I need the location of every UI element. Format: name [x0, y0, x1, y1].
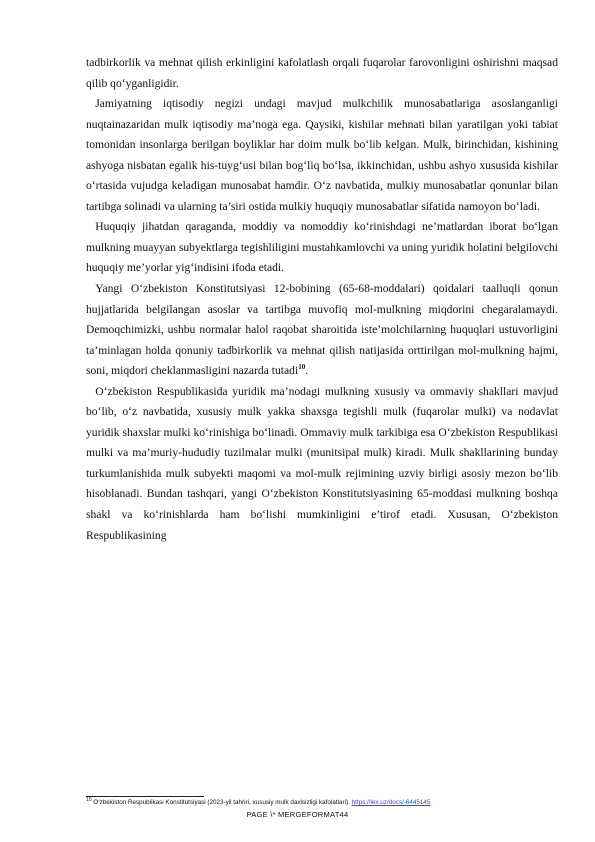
paragraph-4	[86, 279, 558, 382]
footnote-text: O‘zbekiston Respublikasi Konstitutsiyasi (2023-yil tahriri, xususiy mulk daxlsizligi kafolatlari).	[91, 799, 352, 806]
footnote-link[interactable]: https://lex.uz/docs/-6445145	[351, 799, 431, 806]
paragraph-1: tadbirkorlik va mehnat qilish erkinligini kafolatlash orqali fuqarolar farovonligini oshirishni maqsad qilib qo‘yganligidir.	[86, 56, 558, 90]
footnote-number: 10	[86, 796, 92, 803]
paragraph-4-text: Yangi O‘zbekiston Konstitutsiyasi 12-bobining (65-68-moddalari) qoidalari taalluqli qonun hujjatlarida belgilangan asoslar va tartibga muvofiq mol-mulkning miqdorini chegaralamaydi. Demoqchimizki, ushbu normalar halol raqobat sharoitida iste’molchilarning huquqlari ustuvorligini ta’minlagan holda qonuniy tadbirkorlik va mehnat qilish natijasida orttirilgan mol-mulkning hajmi, soni, miqdori cheklanmasligini nazarda tutadi	[86, 282, 558, 378]
paragraph-4-end: .	[305, 364, 309, 378]
page-number-field: PAGE \* MERGEFORMAT44	[246, 810, 349, 819]
footnote-separator	[86, 796, 204, 797]
footnote	[86, 798, 566, 807]
body-text	[86, 53, 558, 546]
footnote-reference[interactable]: 10	[298, 363, 306, 372]
paragraph-5: O‘zbekiston Respublikasida yuridik ma’nodagi mulkning xususiy va ommaviy shakllari mavjud bo‘lib, o‘z navbatida, xususiy mulk yakka shaxsga tegishli mulk (fuqarolar mulki) va nodavlat yuridik shaxslar mulki ko‘rinishiga bo‘linadi. Ommaviy mulk tarkibiga esa O‘zbekiston Respublikasi mulki va ma’muriy-hududiy tuzilmalar mulki (munitsipal mulk) kiradi. Mulk shakllarining bunday turkumlanishida mulk subyekti maqomi va mol-mulk rejimining uzviy birligi asosiy mezon bo‘lib hisoblanadi. Bundan tashqari, yangi O‘zbekiston Konstitutsiyasining 65-moddasi mulkning boshqa shakl va ko‘rinishlarda ham bo‘lishi mumkinligini e’tirof etadi. Xususan, O‘zbekiston Respublikasining	[86, 384, 558, 542]
paragraph-2: Jamiyatning iqtisodiy negizi undagi mavjud mulkchilik munosabatlariga asoslanganligi nuqtainazaridan mulk iqtisodiy ma’noga ega. Qaysiki, kishilar mehnati bilan yaratilgan yoki tabiat tomonidan insonlarga berilgan boyliklar har doim mulk bo‘lib kelgan. Mulk, birinchidan, kishining ashyoga nisbatan egalik his-tuyg‘usi bilan bog‘liq bo‘lsa, ikkinchidan, ushbu ashyo xususida kishilar o‘rtasida vujudga keladigan munosabat hamdir. O‘z navbatida, mulkiy munosabatlar qonunlar bilan tartibga solinadi va ularning ta’siri ostida mulkiy huquqiy munosabatlar sifatida namoyon bo‘ladi.	[86, 97, 558, 213]
paragraph-3: Huquqiy jihatdan qaraganda, moddiy va nomoddiy ko‘rinishdagi ne’matlardan iborat bo‘lgan mulkning muayyan subyektlarga tegishliligini mustahkamlovchi va uning yuridik holatini belgilovchi huquqiy me’yorlar yig‘indisini ifoda etadi.	[86, 220, 558, 275]
